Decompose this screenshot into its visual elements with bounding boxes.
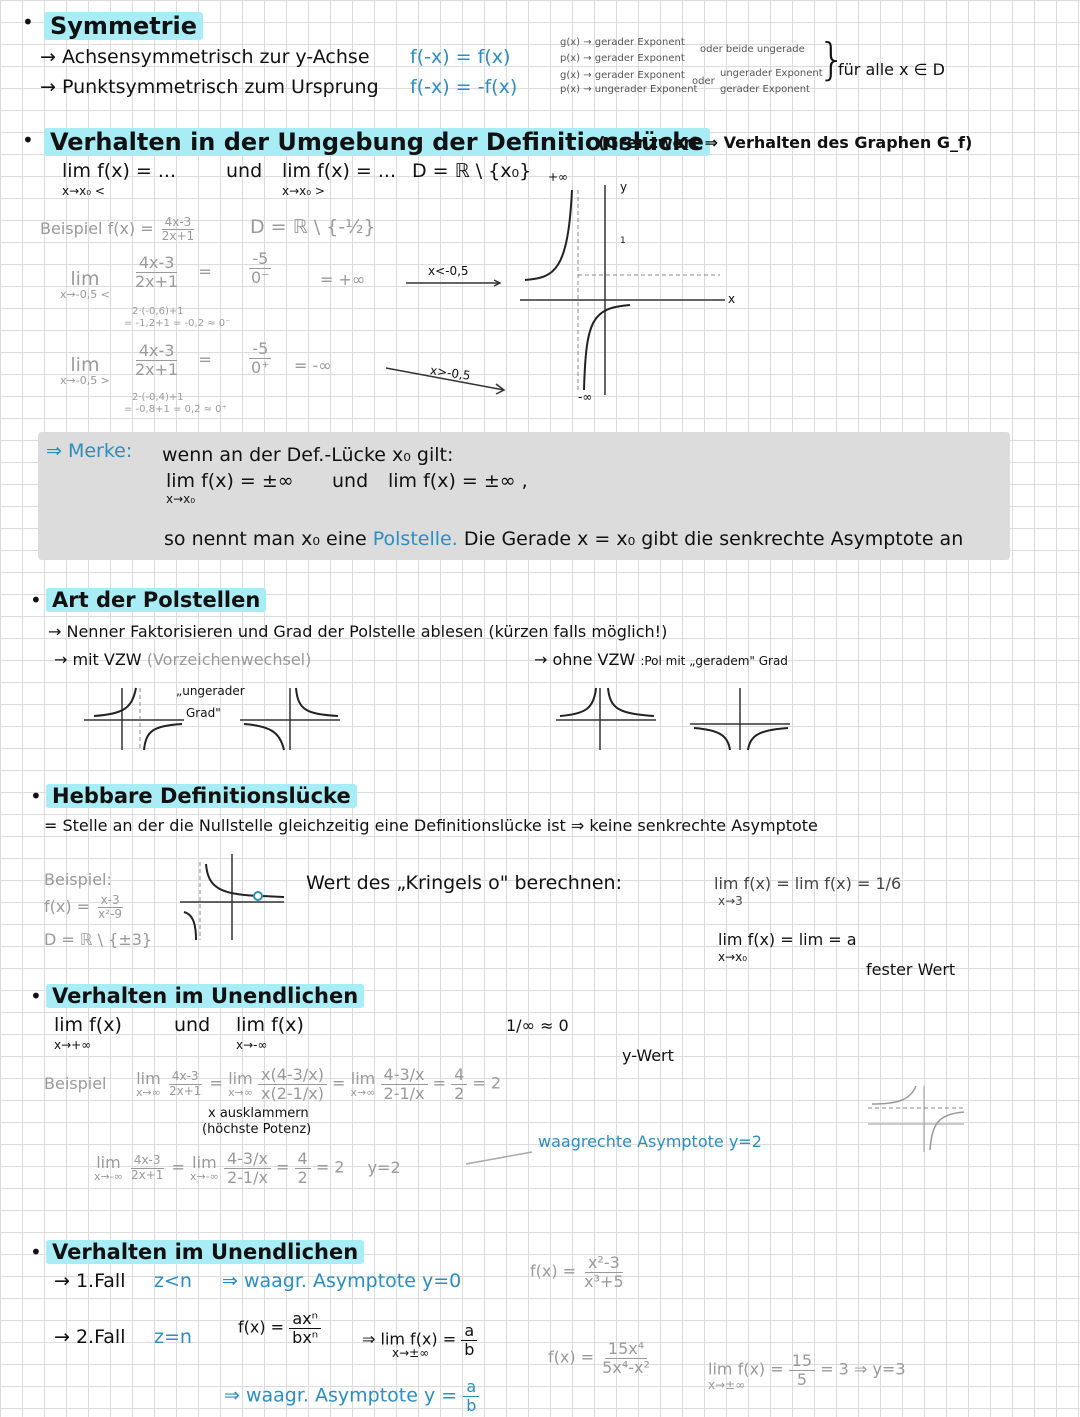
bullet: • [30, 784, 42, 808]
merke-label: ⇒ Merke: [46, 440, 133, 462]
arrow2-label: x>-0,5 [429, 363, 472, 383]
fall2-lim: ⇒ lim f(x) = $\frac{a}{b}$ [362, 1322, 477, 1358]
symmetrie-punkt-formula: f(-x) = -f(x) [410, 76, 518, 98]
arrow1 [406, 280, 506, 290]
unendlich1-lim-a: lim f(x) [54, 1014, 122, 1036]
lim2: lim x→-0,5 > [60, 354, 110, 387]
fall1-label: → 1.Fall [54, 1270, 126, 1292]
kringel [254, 892, 262, 900]
hebbar-title: Hebbare Definitionslücke [46, 784, 357, 808]
graph-curve-left [525, 190, 572, 280]
hebbar-graph [180, 852, 290, 942]
hebbar-domain: D = ℝ \ {±3} [44, 930, 153, 949]
hebbar-line: = Stelle an der die Nullstelle gleichzeitig eine Definitionslücke ist ⇒ keine senkrechte Asymptote [44, 816, 818, 835]
unendlich1-calc2: lim x→-∞ $\frac{4x-3}{2x+1}$ = lim x→-∞ $\frac{4-3/x}{2-1/x}$ = $\frac{4}{2}$ = 2 y=2 [94, 1149, 401, 1187]
arrow2 [386, 366, 506, 396]
art-mit: → mit VZW (Vorzeichenwechsel) [54, 650, 312, 669]
hebbar-lim-b-sub: x→x₀ [718, 950, 748, 964]
arrow1-label: x<-0,5 [428, 264, 469, 278]
symmetrie-note-g2: g(x) → gerader Exponent [560, 70, 685, 81]
defluecke-lim-right: lim f(x) = ... [282, 160, 396, 182]
lim1-calc1: 2·(-0,6)+1 [132, 306, 184, 317]
symmetrie-note-g1: g(x) → gerader Exponent [560, 37, 685, 48]
beispiel-domain: D = ℝ \ {-½} [250, 216, 376, 238]
unendlich1-lim-a-sub: x→+∞ [54, 1038, 92, 1052]
symmetrie-note-p2: p(x) → ungerader Exponent [560, 84, 698, 95]
bullet: • [30, 1240, 42, 1264]
lim2-calc2: = -0,8+1 = 0,2 ≈ 0⁺ [124, 404, 227, 415]
bullet: • [30, 588, 42, 612]
graph-one-label: 1 [620, 236, 626, 246]
art-line1: → Nenner Faktorisieren und Grad der Polstelle ablesen (kürzen falls möglich!) [48, 622, 668, 641]
merke-line2a: lim f(x) = ±∞ [166, 470, 294, 492]
lim2-calc1: 2·(-0,4)+1 [132, 392, 184, 403]
unendlich1-calc1: lim x→∞ $\frac{4x-3}{2x+1}$ = lim x→∞ $\frac{x(4-3/x)}{x(2-1/x)}$ = lim x→∞ $\frac{4-3/x}{2-1/x}$ = $\frac{4}{2}$ = 2 [136, 1065, 502, 1103]
unendlich1-beispiel: Beispiel [44, 1074, 107, 1093]
hebbar-kringel: Wert des „Kringels o" berechnen: [306, 872, 622, 894]
defluecke-domain: D = ℝ \ {x₀} [412, 160, 532, 182]
lim1-frac: $\frac{4x-3}{2x+1}$ = [135, 253, 212, 291]
defluecke-title: Verhalten in der Umgebung der Definitionslücke [44, 128, 710, 156]
ex-f: f(x) = $\frac{\text{15x⁴}}{\text{5x⁴-x²}}$ [548, 1339, 650, 1377]
fall2-label: → 2.Fall [54, 1326, 126, 1348]
merke-line1: wenn an der Def.-Lücke x₀ gilt: [162, 444, 454, 466]
sketch-odd-2 [240, 686, 350, 752]
art-title: Art der Polstellen [46, 588, 266, 612]
brace: } [818, 34, 846, 85]
lim1-calc2: = -1,2+1 = -0,2 ≈ 0⁻ [124, 318, 231, 329]
hebbar-lim-a-sub: x→3 [718, 894, 743, 908]
hebbar-beispiel: Beispiel: [44, 870, 112, 889]
defluecke-lim-sub-left: x→x₀ < [62, 184, 105, 198]
symmetrie-note-ger: gerader Exponent [720, 84, 810, 95]
y2-arrow [466, 1148, 536, 1168]
merke-line2b: und [332, 470, 369, 492]
merke-line2-sub: x→x₀ [166, 492, 196, 506]
asymptote-sketch [868, 1084, 968, 1154]
graph-x-label: x [728, 292, 736, 306]
graph-curve-right [584, 305, 630, 390]
defluecke-lim-left: lim f(x) = ... [62, 160, 176, 182]
unendlich1-waagrechte: waagrechte Asymptote y=2 [538, 1132, 762, 1151]
unendlich1-lim-b-sub: x→-∞ [236, 1038, 268, 1052]
symmetrie-note-p1: p(x) → gerader Exponent [560, 53, 685, 64]
symmetrie-note-ung: ungerader Exponent [720, 68, 823, 79]
ex-lim: lim f(x) = $\frac{15}{5}$ = 3 ⇒ y=3 [708, 1351, 906, 1389]
symmetrie-note-oder: oder [692, 76, 715, 87]
defluecke-lim-sub-right: x→x₀ > [282, 184, 325, 198]
hebbar-lim-a: lim f(x) = lim f(x) = 1/6 [714, 874, 902, 893]
graph-minus-inf: -∞ [578, 390, 593, 404]
lim2-eq: $\frac{-5}{0^+}$ [251, 339, 270, 377]
unendlich1-ywert: y-Wert [622, 1046, 674, 1065]
lim1: lim x→-0,5 < [60, 268, 110, 301]
polstelle-term: Polstelle. [372, 528, 458, 550]
graph-y-label: y [620, 180, 628, 194]
hebbar-lim-b: lim f(x) = lim = a [718, 930, 857, 949]
bullet: • [22, 128, 34, 152]
defluecke-und: und [226, 160, 263, 182]
symmetrie-title: Symmetrie [44, 12, 203, 40]
merke-line3: so nennt man x₀ eine Polstelle. Die Gerade x = x₀ gibt die senkrechte Asymptote an [164, 528, 964, 550]
fall1-cond: z<n [154, 1270, 192, 1292]
defluecke-subtitle: (Grenzwert ⇒ Verhalten des Graphen G_f) [598, 133, 973, 152]
hebbar-fester: fester Wert [866, 960, 956, 979]
fall1-f: f(x) = $\frac{\text{x²-3}}{\text{x³+5}}$ [530, 1253, 624, 1291]
unendlich1-hoechste: (höchste Potenz) [202, 1122, 312, 1137]
fall2-f: f(x) = $\frac{\text{axⁿ}}{\text{bxⁿ}}$ [238, 1310, 321, 1346]
fall1-res: ⇒ waagr. Asymptote y=0 [222, 1270, 462, 1292]
symmetrie-achse-label: → Achsensymmetrisch zur y-Achse [40, 46, 370, 68]
polstelle-graph [520, 180, 730, 400]
lim2-frac: $\frac{4x-3}{2x+1}$ = [135, 341, 212, 379]
beispiel-label: Beispiel f(x) = $\frac{4x-3}{2x+1}$ [40, 215, 195, 244]
unendlich1-und: und [174, 1014, 211, 1036]
unendlich2-title: Verhalten im Unendlichen [46, 1240, 364, 1264]
unendlich1-approx: 1/∞ ≈ 0 [506, 1016, 569, 1035]
lim1-result: = +∞ [320, 270, 366, 289]
unendlich1-title: Verhalten im Unendlichen [46, 984, 364, 1008]
sketch-even-2 [690, 686, 800, 752]
fall2-lim-sub: x→±∞ [392, 1346, 430, 1360]
merke-line2c: lim f(x) = ±∞ , [388, 470, 528, 492]
ex-lim-sub: x→±∞ [708, 1378, 746, 1392]
graph-plus-inf: +∞ [548, 170, 569, 184]
lim1-eq: $\frac{-5}{0^-}$ [251, 249, 270, 287]
art-ohne: → ohne VZW :Pol mit „geradem" Grad [534, 650, 788, 669]
symmetrie-achse-formula: f(-x) = f(x) [410, 46, 511, 68]
sketch-odd-1 [84, 686, 194, 752]
fall2-res: ⇒ waagr. Asymptote y = $\frac{a}{b}$ [224, 1378, 479, 1414]
symmetrie-punkt-label: → Punktsymmetrisch zum Ursprung [40, 76, 379, 98]
lim2-result: = -∞ [294, 356, 332, 375]
fall2-cond: z=n [154, 1326, 192, 1348]
bullet: • [22, 10, 34, 34]
symmetrie-fuer-alle: für alle x ∈ D [838, 60, 945, 79]
symmetrie-note-beide: oder beide ungerade [700, 44, 805, 55]
hebbar-f: f(x) = $\frac{x-3}{\text{x²-9}}$ [44, 893, 123, 922]
art-ungerader: „ungerader [176, 684, 245, 698]
unendlich1-lim-b: lim f(x) [236, 1014, 304, 1036]
bullet: • [30, 984, 42, 1008]
sketch-even-1 [556, 686, 666, 752]
art-grad: Grad" [186, 706, 221, 720]
unendlich1-ausklammern: x ausklammern [208, 1106, 309, 1121]
